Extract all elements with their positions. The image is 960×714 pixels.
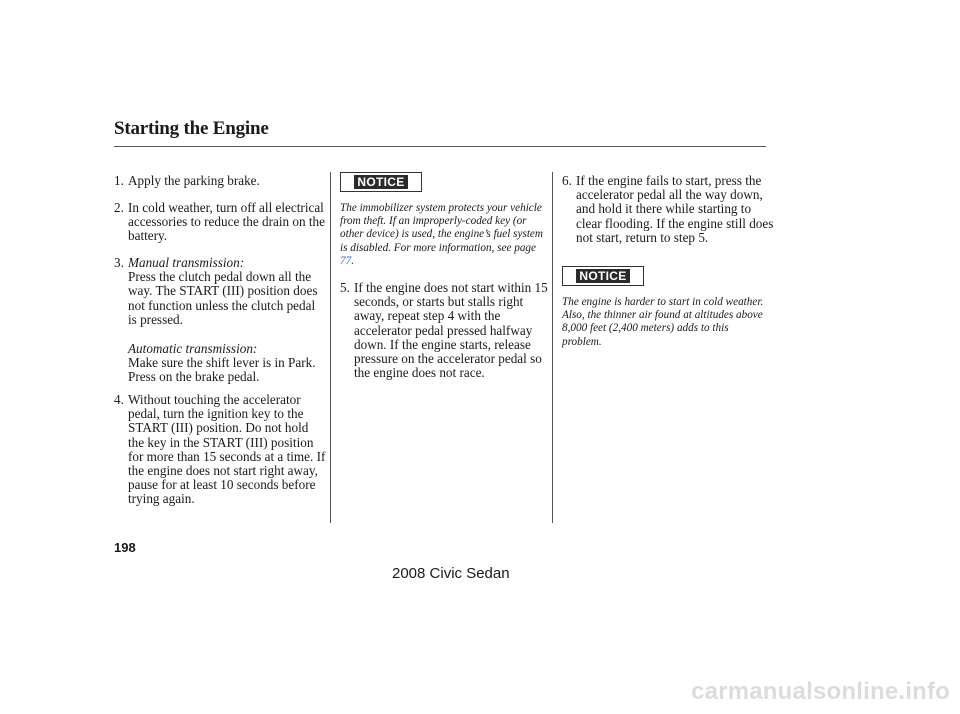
- manual-transmission-label: Manual transmission:: [128, 255, 245, 270]
- notice-box-cold-weather: [562, 266, 644, 286]
- step-number: 6.: [562, 173, 572, 188]
- step-text: Apply the parking brake.: [128, 173, 260, 188]
- column-divider-right: [552, 172, 553, 523]
- step-text: In cold weather, turn off all electrical accessories to reduce the drain on the battery.: [128, 200, 325, 244]
- step-number: 5.: [340, 280, 350, 295]
- footer-title: 2008 Civic Sedan: [392, 565, 510, 582]
- automatic-transmission-text: Make sure the shift lever is in Park. Press on the brake pedal.: [128, 355, 316, 385]
- manual-transmission-text: Press the clutch pedal down all the way. The START (III) position does not function unless the clutch pedal is pressed.: [128, 269, 318, 327]
- step-text: Without touching the accelerator pedal, turn the ignition key to the START (III) position. Do not hold the key in the START (III) position for more than 15 seconds at a time. If the engine does not start right away, pause for at least 10 seconds before trying again.: [128, 392, 326, 507]
- title-rule: [114, 146, 766, 147]
- immobilizer-notice-text: [340, 202, 546, 268]
- step-number: 4.: [114, 392, 124, 407]
- step-number: 1.: [114, 173, 124, 188]
- notice-end: .: [351, 254, 354, 267]
- notice-text: The immobilizer system protects your vehicle from theft. If an improperly-coded key (or other device) is used, the engine’s fuel system is disabled. For more information, see page: [340, 202, 543, 254]
- step-number: 3.: [114, 255, 124, 270]
- automatic-transmission-label: Automatic transmission:: [128, 341, 258, 357]
- left-column: [114, 174, 326, 514]
- column-divider-left: [330, 172, 331, 523]
- step-text: If the engine fails to start, press the accelerator pedal all the way down, and hold it there while starting to clear flooding. If the engine still does not start, return to step 5.: [576, 173, 774, 245]
- notice-box-immobilizer: [340, 172, 422, 192]
- page-title: Starting the Engine: [114, 118, 269, 139]
- notice-label: NOTICE: [576, 269, 629, 283]
- step-3-content: [128, 256, 326, 385]
- page-reference-link[interactable]: 77: [340, 254, 352, 267]
- cold-weather-notice-text: The engine is harder to start in cold weather. Also, the thinner air found at altitudes above 8,000 feet (2,400 meters) adds to this problem.: [562, 296, 764, 348]
- notice-label: NOTICE: [354, 175, 407, 189]
- page-number: 198: [114, 540, 136, 555]
- watermark: carmanualsonline.info: [691, 678, 950, 705]
- step-number: 2.: [114, 200, 124, 215]
- step-text: If the engine does not start within 15 seconds, or starts but stalls right away, repeat step 4 with the accelerator pedal pressed halfway down. If the engine starts, release pressure on the accelerator pedal so the engine does not race.: [354, 280, 548, 381]
